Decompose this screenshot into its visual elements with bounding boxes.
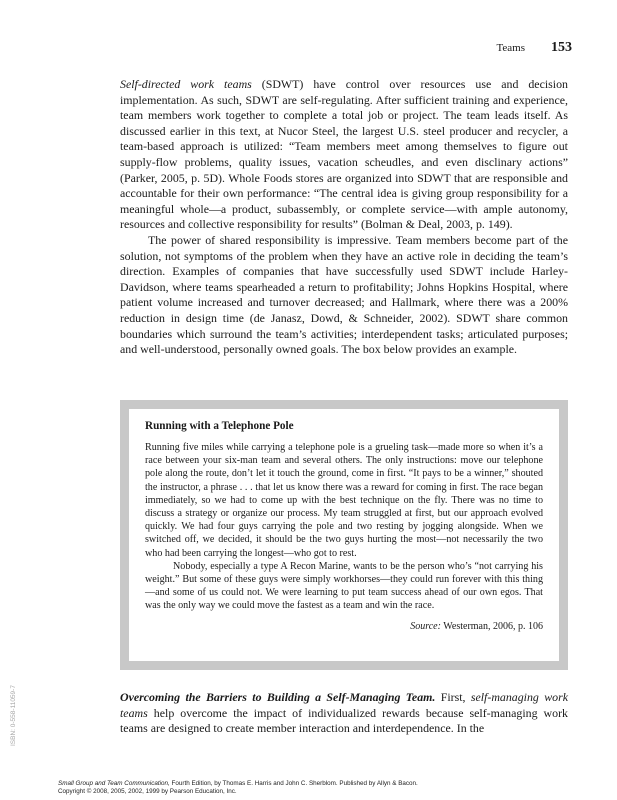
section-heading: Overcoming the Barriers to Building a Self-Managing Team. [120, 690, 436, 704]
page-number: 153 [551, 40, 572, 55]
header-section: Teams [496, 42, 525, 54]
paragraph-1 [120, 77, 568, 233]
sdwt-term: Self-directed work teams [120, 77, 252, 91]
footer-line-2: Copyright © 2008, 2005, 2002, 1999 by Pearson Education, Inc. [58, 788, 237, 795]
footer-line-1-rest: Fourth Edition, by Thomas E. Harris and John C. Sherblom. Published by Allyn & Bacon. [169, 780, 418, 787]
source-citation: Westerman, 2006, p. 106 [440, 620, 543, 632]
box-paragraph-1: Running five miles while carrying a telephone pole is a grueling task—made more so when it’s a race between your six-man team and several others. The only instructions: move our telephone pole along the route, don’t let it touch the ground, come in first. “It pays to be a winner,” shouted the instructor, a phrase . . . that let us know there was a reward for coming in first. The race began immediately, so we had to come up with the best technique on the fly. There was no time to discuss a strategy or organize our process. My team struggled at first, but our approach evolved quickly. We had four guys carrying the pole and two resting by jogging alongside. When we switched off, we decided, it should be the two guys hurting the most—not necessarily the two who had been carrying the longest—who got to rest. [145, 442, 543, 559]
box-paragraph-2: Nobody, especially a type A Recon Marine, wants to be the person who’s “not carrying his weight.” But some of these guys were simply workhorses—they could run forever with this thing—and some of us could not. We were learning to put team success ahead of our own egos. That was the only way we could move the fastest as a team and win the race. [145, 560, 543, 612]
section-text: help overcome the impact of individualized rewards because self-managing work teams are designed to create member interaction and interdependence. In the [120, 705, 568, 736]
example-box-inner [129, 409, 559, 661]
source-label: Source: [410, 620, 441, 632]
section-lead: First, [435, 690, 471, 704]
box-text [145, 441, 543, 613]
body-text [120, 77, 568, 358]
example-box [120, 400, 568, 670]
paragraph-1-text: (SDWT) have control over resources use and decision implementation. As such, SDWT are self-regulating. After sufficient training and experience, team members work together to complete a total job or project. The team leads itself. As discussed earlier in this text, at Nucor Steel, the largest U.S. steel producer and recycler, a team-based approach is utilized: “Team members meet among themselves to figure out supply-flow problems, quality issues, vacation scheudles, and even disclinary actions” (Parker, 2005, p. 5D). Whole Foods stores are organized into SDWT that are responsible and accountable for their own performance: “The central idea is giving group responsibility for a meaningful whole—a product, subassembly, or complete service—with ample autonomy, resources and collective responsibility for results” (Bolman & Deal, 2003, p. 149). [120, 77, 568, 232]
running-header [120, 40, 572, 56]
box-title: Running with a Telephone Pole [145, 420, 294, 432]
box-source [145, 621, 543, 632]
section-term: self-managing work teams [120, 690, 568, 720]
section-paragraph [120, 690, 568, 737]
footer-book-title: Small Group and Team Communication, [58, 780, 170, 787]
copyright-footer [58, 780, 598, 796]
isbn-margin-note: ISBN: 0-558-11059-7 [10, 685, 17, 746]
footer-line-1 [58, 780, 598, 788]
paragraph-2: The power of shared responsibility is impressive. Team members become part of the solution, not symptoms of the problem when they have an active role in deciding the team’s direction. Examples of companies that have successfully used SDWT include Harley-Davidson, where teams spearheaded a return to profitability; Johns Hopkins Hospital, where patient volume increased and turnover decreased; and Hallmark, where there was a 200% reduction in design time (de Janasz, Dowd, & Schneider, 2002). SDWT share common boundaries which surround the team’s activities; interdependent tasks; articulated purposes; and well-understood, personally owned goals. The box below provides an example. [120, 232, 568, 357]
